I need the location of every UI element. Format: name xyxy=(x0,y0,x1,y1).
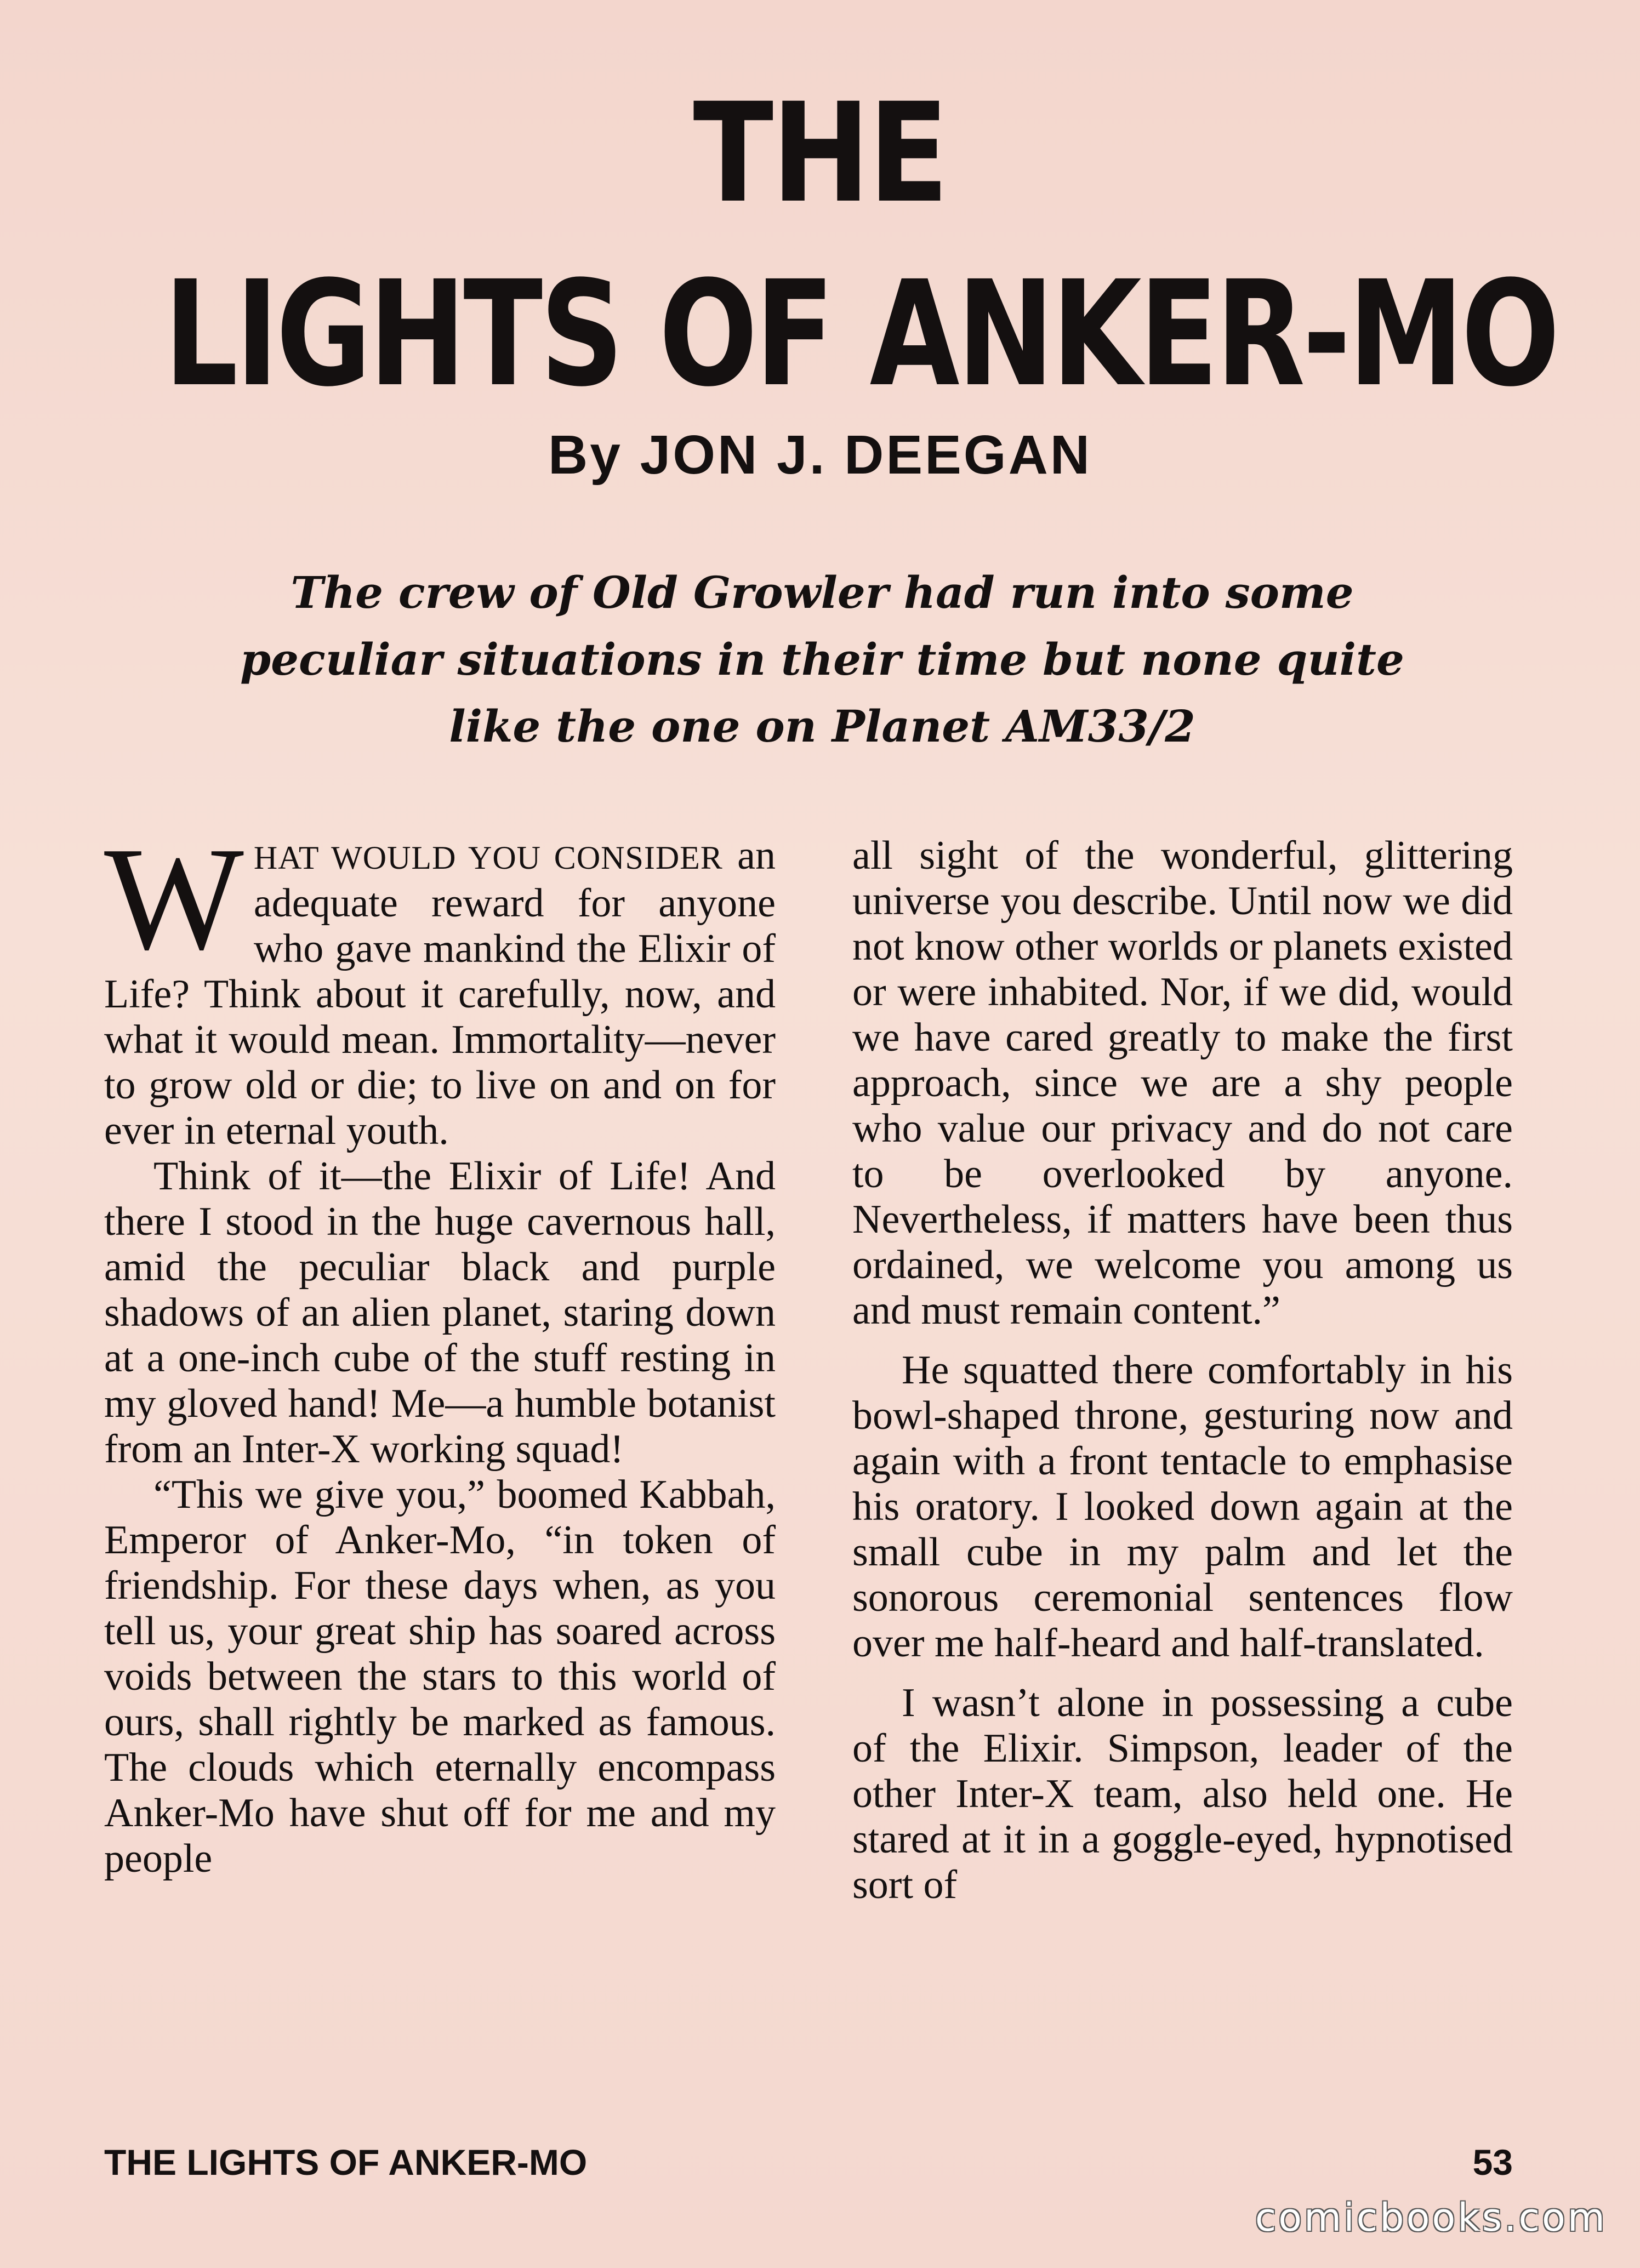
right-paragraph-3: I wasn’t alone in possessing a cube of the Elixir. Simpson, leader of the other Inter-X team, also held one. He stared at it in a goggle-eyed, hypnotised sort of xyxy=(852,1680,1513,1907)
left-column xyxy=(104,817,776,1882)
page-number: 53 xyxy=(1472,2142,1513,2182)
watermark: comicbooks.com xyxy=(1255,2195,1607,2240)
right-paragraph-2: He squatted there comfortably in his bowl-shaped throne, gesturing now and again with a front tentacle to emphasise his oratory. I looked down again at the small cube in my palm and let the sonorous ceremonial sentences flow over me half-heard and half-translated. xyxy=(852,1348,1513,1666)
left-paragraph-1 xyxy=(104,817,776,1154)
title-line-1: THE xyxy=(693,73,947,233)
right-column xyxy=(852,833,1513,1908)
left-paragraph-3: “This we give you,” boomed Kabbah, Emperor of Anker-Mo, “in token of friendship. For these days when, as you tell us, your great ship has soared across voids between the stars to this world of ours, shall rightly be marked as famous. The clouds which eternally encompass Anker-Mo have shut off for me and my people xyxy=(104,1472,776,1881)
title-line-2: LIGHTS OF ANKER-MO xyxy=(164,250,1558,419)
story-deck: The crew of Old Growler had run into some peculiar situations in their time but none quite like the one on Planet AM33/2 xyxy=(240,567,1404,752)
right-paragraph-1: all sight of the wonderful, glittering universe you describe. Until now we did not know other worlds or planets existed or were inhabited. Nor, if we did, would we have cared greatly to make the first approach, since we are a shy people who value our privacy and do not care to be overlooked by anyone. Nevertheless, if matters have been thus ordained, we welcome you among us and must remain content.” xyxy=(852,833,1513,1333)
lead-smallcaps: HAT WOULD YOU CONSIDER xyxy=(253,840,723,876)
drop-cap: W xyxy=(104,817,244,981)
left-paragraph-1-text: an adequate reward for anyone who gave mankind the Elixir of Life? Think about it carefully, now, and what it would mean. Immortality—never to grow old or die; to live on and on for ever in eternal youth. xyxy=(104,833,776,1153)
left-paragraph-2: Think of it—the Elixir of Life! And there I stood in the huge cavernous hall, amid the peculiar black and purple shadows of an alien planet, staring down at a one-inch cube of the stuff resting in my gloved hand! Me—a humble botanist from an Inter-X working squad! xyxy=(104,1154,776,1472)
running-title: THE LIGHTS OF ANKER-MO xyxy=(104,2142,588,2182)
byline: By JON J. DEEGAN xyxy=(548,424,1092,486)
